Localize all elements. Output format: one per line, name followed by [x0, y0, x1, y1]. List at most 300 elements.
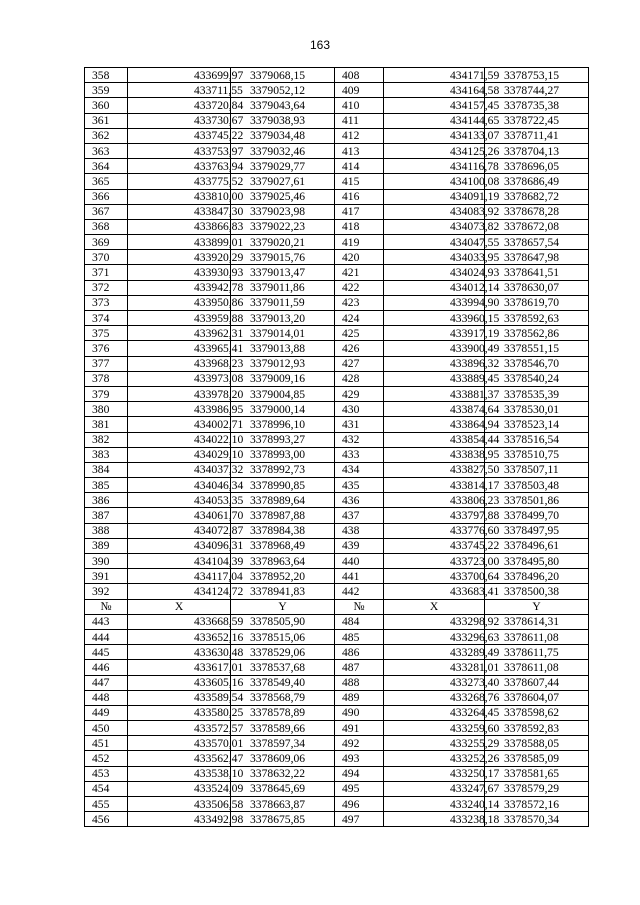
table-row [85, 219, 589, 234]
table-cell: 3378579,29 [485, 781, 589, 796]
table-cell: 433247,67 [384, 781, 485, 796]
table-cell: 433994,90 [384, 295, 485, 310]
column-header: X [384, 599, 485, 614]
table-cell: 434022,10 [128, 432, 231, 447]
table-cell: 3378941,83 [231, 584, 335, 599]
table-cell: 3378597,34 [231, 736, 335, 751]
table-cell: 364 [85, 159, 128, 174]
table-cell: 425 [335, 326, 384, 341]
table-cell: 452 [85, 751, 128, 766]
table-cell: 434073,82 [384, 219, 485, 234]
table-cell: 433730,67 [128, 113, 231, 128]
table-cell: 434125,26 [384, 143, 485, 158]
table-cell: 389 [85, 538, 128, 553]
table-row [85, 326, 589, 341]
table-cell: 3378549,40 [231, 675, 335, 690]
table-cell: 3379012,93 [231, 356, 335, 371]
table-cell: 3379004,85 [231, 386, 335, 401]
table-row [85, 766, 589, 781]
table-cell: 370 [85, 250, 128, 265]
table-cell: 371 [85, 265, 128, 280]
table-cell: 433524,09 [128, 781, 231, 796]
table-cell: 433959,88 [128, 311, 231, 326]
table-cell: 489 [335, 690, 384, 705]
table-cell: 3378682,72 [485, 189, 589, 204]
table-cell: 434072,87 [128, 523, 231, 538]
table-cell: 448 [85, 690, 128, 705]
table-cell: 390 [85, 554, 128, 569]
table-row [85, 265, 589, 280]
table-cell: 3379013,47 [231, 265, 335, 280]
table-cell: 433605,16 [128, 675, 231, 690]
table-cell: 3378647,98 [485, 250, 589, 265]
table-row [85, 402, 589, 417]
table-cell: 3378744,27 [485, 83, 589, 98]
table-cell: 3378551,15 [485, 341, 589, 356]
table-cell: 490 [335, 705, 384, 720]
table-cell: 3378663,87 [231, 797, 335, 812]
table-cell: 433810,00 [128, 189, 231, 204]
table-cell: 453 [85, 766, 128, 781]
table-row [85, 280, 589, 295]
table-cell: 3378611,08 [485, 629, 589, 644]
table-cell: 433797,88 [384, 508, 485, 523]
table-cell: 433763,94 [128, 159, 231, 174]
page-number: 163 [309, 38, 331, 52]
table-cell: 434012,14 [384, 280, 485, 295]
table-row [85, 462, 589, 477]
table-cell: 433668,59 [128, 614, 231, 629]
table-cell: 3378645,69 [231, 781, 335, 796]
table-cell: 434133,07 [384, 128, 485, 143]
table-cell: 433827,50 [384, 462, 485, 477]
table-cell: 414 [335, 159, 384, 174]
table-cell: 416 [335, 189, 384, 204]
table-cell: 363 [85, 143, 128, 158]
table-cell: 3378588,05 [485, 736, 589, 751]
table-cell: 358 [85, 68, 128, 83]
table-cell: 433723,00 [384, 554, 485, 569]
table-cell: 433580,25 [128, 705, 231, 720]
table-cell: 433570,01 [128, 736, 231, 751]
table-cell: 496 [335, 797, 384, 812]
table-cell: 3378672,08 [485, 219, 589, 234]
table-cell: 3379025,46 [231, 189, 335, 204]
column-header: № [85, 599, 128, 614]
table-cell: 3378607,44 [485, 675, 589, 690]
table-cell: 417 [335, 204, 384, 219]
table-cell: 3378529,06 [231, 645, 335, 660]
table-cell: 497 [335, 812, 384, 827]
table-cell: 379 [85, 386, 128, 401]
table-cell: 433268,76 [384, 690, 485, 705]
table-cell: 3379013,20 [231, 311, 335, 326]
table-cell: 433896,32 [384, 356, 485, 371]
table-row [85, 705, 589, 720]
table-row [85, 690, 589, 705]
table-cell: 434144,65 [384, 113, 485, 128]
table-cell: 3378678,28 [485, 204, 589, 219]
table-row [85, 311, 589, 326]
table-cell: 434037,32 [128, 462, 231, 477]
table-row [85, 235, 589, 250]
table-cell: 3378952,20 [231, 569, 335, 584]
table-row [85, 629, 589, 644]
table-cell: 432 [335, 432, 384, 447]
table-cell: 383 [85, 447, 128, 462]
table-cell: 444 [85, 629, 128, 644]
table-cell: 485 [335, 629, 384, 644]
table-cell: 433289,49 [384, 645, 485, 660]
table-row [85, 751, 589, 766]
table-cell: 433252,26 [384, 751, 485, 766]
table-cell: 433711,55 [128, 83, 231, 98]
table-cell: 3378535,39 [485, 386, 589, 401]
table-cell: 433617,01 [128, 660, 231, 675]
table-cell: 3379011,59 [231, 295, 335, 310]
table-cell: 3378503,48 [485, 478, 589, 493]
table-cell: 433700,64 [384, 569, 485, 584]
table-cell: 3378753,15 [485, 68, 589, 83]
table-cell: 454 [85, 781, 128, 796]
table-cell: 433630,48 [128, 645, 231, 660]
table-cell: 3378990,85 [231, 478, 335, 493]
table-cell: 434002,71 [128, 417, 231, 432]
table-cell: 3378987,88 [231, 508, 335, 523]
table-cell: 434083,92 [384, 204, 485, 219]
table-cell: 418 [335, 219, 384, 234]
table-cell: 434157,45 [384, 98, 485, 113]
table-cell: 433960,15 [384, 311, 485, 326]
table-cell: 413 [335, 143, 384, 158]
table-row [85, 721, 589, 736]
table-cell: 362 [85, 128, 128, 143]
table-row [85, 128, 589, 143]
table-cell: 433950,86 [128, 295, 231, 310]
table-cell: 3378572,16 [485, 797, 589, 812]
table-cell: 433296,63 [384, 629, 485, 644]
table-cell: 433255,29 [384, 736, 485, 751]
table-cell: 433572,57 [128, 721, 231, 736]
table-cell: 434124,72 [128, 584, 231, 599]
table-cell: 360 [85, 98, 128, 113]
table-cell: 433250,17 [384, 766, 485, 781]
table-cell: 433986,95 [128, 402, 231, 417]
table-cell: 433962,31 [128, 326, 231, 341]
table-cell: 433 [335, 447, 384, 462]
table-cell: 3378578,89 [231, 705, 335, 720]
table-cell: 3379034,48 [231, 128, 335, 143]
column-header: Y [485, 599, 589, 614]
table-cell: 426 [335, 341, 384, 356]
table-row [85, 569, 589, 584]
table-row [85, 493, 589, 508]
table-cell: 392 [85, 584, 128, 599]
table-cell: 433720,84 [128, 98, 231, 113]
table-row [85, 812, 589, 827]
table-cell: 434046,34 [128, 478, 231, 493]
table-row [85, 432, 589, 447]
table-cell: 3378675,85 [231, 812, 335, 827]
table-cell: 3378993,27 [231, 432, 335, 447]
table-row [85, 68, 589, 83]
table-cell: 433506,58 [128, 797, 231, 812]
table-cell: 3378632,22 [231, 766, 335, 781]
table-cell: 3378562,86 [485, 326, 589, 341]
table-cell: 366 [85, 189, 128, 204]
table-cell: 434096,31 [128, 538, 231, 553]
table-cell: 365 [85, 174, 128, 189]
table-cell: 438 [335, 523, 384, 538]
table-cell: 3379068,15 [231, 68, 335, 83]
table-cell: 488 [335, 675, 384, 690]
table-row [85, 386, 589, 401]
table-cell: 433538,10 [128, 766, 231, 781]
table-cell: 433806,23 [384, 493, 485, 508]
table-cell: 436 [335, 493, 384, 508]
table-cell: 449 [85, 705, 128, 720]
table-cell: 433942,78 [128, 280, 231, 295]
table-cell: 3379022,23 [231, 219, 335, 234]
table-cell: 434033,95 [384, 250, 485, 265]
table-cell: 433864,94 [384, 417, 485, 432]
table-cell: 3378592,83 [485, 721, 589, 736]
table-cell: 3378657,54 [485, 235, 589, 250]
table-row [85, 143, 589, 158]
table-row [85, 341, 589, 356]
table-cell: 433745,22 [384, 538, 485, 553]
table-row [85, 356, 589, 371]
table-cell: 372 [85, 280, 128, 295]
table-cell: 3378611,08 [485, 660, 589, 675]
table-cell: 3379038,93 [231, 113, 335, 128]
table-cell: 421 [335, 265, 384, 280]
table-cell: 441 [335, 569, 384, 584]
table-cell: 3378686,49 [485, 174, 589, 189]
table-cell: 451 [85, 736, 128, 751]
table-row [85, 797, 589, 812]
table-row [85, 614, 589, 629]
table-cell: 3378507,11 [485, 462, 589, 477]
table-row [85, 189, 589, 204]
table-cell: 3378499,70 [485, 508, 589, 523]
table-cell: 3378619,70 [485, 295, 589, 310]
table-cell: 431 [335, 417, 384, 432]
table-cell: 423 [335, 295, 384, 310]
table-cell: 434061,70 [128, 508, 231, 523]
table-cell: 3379009,16 [231, 371, 335, 386]
table-cell: 435 [335, 478, 384, 493]
table-cell: 434091,19 [384, 189, 485, 204]
table-cell: 433298,92 [384, 614, 485, 629]
table-cell: 376 [85, 341, 128, 356]
table-row [85, 83, 589, 98]
table-cell: 3379052,12 [231, 83, 335, 98]
table-cell: 434171,59 [384, 68, 485, 83]
table-cell: 3378696,05 [485, 159, 589, 174]
table-cell: 428 [335, 371, 384, 386]
table-cell: 443 [85, 614, 128, 629]
table-row [85, 675, 589, 690]
table-cell: 433652,16 [128, 629, 231, 644]
table-row [85, 645, 589, 660]
table-cell: 3378968,49 [231, 538, 335, 553]
table-cell: 3378604,07 [485, 690, 589, 705]
table-cell: 434104,39 [128, 554, 231, 569]
table-cell: 456 [85, 812, 128, 827]
table-row [85, 523, 589, 538]
table-cell: 419 [335, 235, 384, 250]
table-header-row [85, 599, 589, 614]
table-cell: 388 [85, 523, 128, 538]
table-cell: 433874,64 [384, 402, 485, 417]
table-cell: 384 [85, 462, 128, 477]
table-cell: 491 [335, 721, 384, 736]
table-cell: 381 [85, 417, 128, 432]
table-cell: 3378704,13 [485, 143, 589, 158]
table-cell: 433814,17 [384, 478, 485, 493]
table-cell: 3378500,38 [485, 584, 589, 599]
table-cell: 439 [335, 538, 384, 553]
table-cell: 434116,78 [384, 159, 485, 174]
table-cell: 450 [85, 721, 128, 736]
table-cell: 3378570,34 [485, 812, 589, 827]
table-cell: 433965,41 [128, 341, 231, 356]
table-cell: 3378501,86 [485, 493, 589, 508]
table-row [85, 781, 589, 796]
table-row [85, 660, 589, 675]
table-cell: 433866,83 [128, 219, 231, 234]
table-cell: 446 [85, 660, 128, 675]
table-row [85, 371, 589, 386]
table-cell: 3378495,80 [485, 554, 589, 569]
table-cell: 386 [85, 493, 128, 508]
table-cell: 380 [85, 402, 128, 417]
table-cell: 408 [335, 68, 384, 83]
table-cell: 3378496,20 [485, 569, 589, 584]
table-cell: 433973,08 [128, 371, 231, 386]
table-cell: 447 [85, 675, 128, 690]
table-cell: 433562,47 [128, 751, 231, 766]
table-cell: 492 [335, 736, 384, 751]
table-cell: 3378722,45 [485, 113, 589, 128]
table-cell: 3378530,01 [485, 402, 589, 417]
table-cell: 434029,10 [128, 447, 231, 462]
table-row [85, 295, 589, 310]
table-cell: 433854,44 [384, 432, 485, 447]
table-cell: 3378546,70 [485, 356, 589, 371]
table-cell: 3379023,98 [231, 204, 335, 219]
table-cell: 3378523,14 [485, 417, 589, 432]
table-row [85, 447, 589, 462]
table-cell: 433699,97 [128, 68, 231, 83]
table-row [85, 538, 589, 553]
column-header: № [335, 599, 384, 614]
table-cell: 3379020,21 [231, 235, 335, 250]
table-row [85, 478, 589, 493]
table-cell: 422 [335, 280, 384, 295]
table-cell: 3378592,63 [485, 311, 589, 326]
table-cell: 3378611,75 [485, 645, 589, 660]
table-cell: 433264,45 [384, 705, 485, 720]
table-row [85, 174, 589, 189]
table-cell: 433847,30 [128, 204, 231, 219]
table-cell: 3378735,38 [485, 98, 589, 113]
table-cell: 486 [335, 645, 384, 660]
table-cell: 433920,29 [128, 250, 231, 265]
table-cell: 433492,98 [128, 812, 231, 827]
table-cell: 433683,41 [384, 584, 485, 599]
table-cell: 433745,22 [128, 128, 231, 143]
table-cell: 410 [335, 98, 384, 113]
table-cell: 3378711,41 [485, 128, 589, 143]
table-cell: 433881,37 [384, 386, 485, 401]
table-cell: 3378984,38 [231, 523, 335, 538]
table-cell: 3378505,90 [231, 614, 335, 629]
table-cell: 3378540,24 [485, 371, 589, 386]
table-cell: 429 [335, 386, 384, 401]
table-cell: 3378496,61 [485, 538, 589, 553]
table-cell: 415 [335, 174, 384, 189]
table-cell: 484 [335, 614, 384, 629]
table-row [85, 204, 589, 219]
table-cell: 455 [85, 797, 128, 812]
table-cell: 445 [85, 645, 128, 660]
table-cell: 434 [335, 462, 384, 477]
table-cell: 411 [335, 113, 384, 128]
table-cell: 430 [335, 402, 384, 417]
table-row [85, 159, 589, 174]
table-cell: 433238,18 [384, 812, 485, 827]
column-header: X [128, 599, 231, 614]
table-cell: 433775,52 [128, 174, 231, 189]
table-cell: 367 [85, 204, 128, 219]
table-cell: 3378963,64 [231, 554, 335, 569]
table-cell: 433900,49 [384, 341, 485, 356]
table-row [85, 584, 589, 599]
table-cell: 3378996,10 [231, 417, 335, 432]
table-cell: 3378581,65 [485, 766, 589, 781]
coordinates-table [84, 67, 589, 827]
table-row [85, 554, 589, 569]
table-cell: 412 [335, 128, 384, 143]
table-cell: 3379011,86 [231, 280, 335, 295]
table-cell: 3378497,95 [485, 523, 589, 538]
table-cell: 3378630,07 [485, 280, 589, 295]
table-cell: 361 [85, 113, 128, 128]
table-cell: 433776,60 [384, 523, 485, 538]
table-cell: 433753,97 [128, 143, 231, 158]
table-cell: 378 [85, 371, 128, 386]
table-cell: 3378589,66 [231, 721, 335, 736]
table-cell: 433899,01 [128, 235, 231, 250]
table-row [85, 508, 589, 523]
table-row [85, 417, 589, 432]
table-cell: 433589,54 [128, 690, 231, 705]
table-cell: 382 [85, 432, 128, 447]
table-cell: 433978,20 [128, 386, 231, 401]
table-cell: 495 [335, 781, 384, 796]
table-cell: 433930,93 [128, 265, 231, 280]
table-row [85, 98, 589, 113]
table-cell: 440 [335, 554, 384, 569]
table-cell: 433838,95 [384, 447, 485, 462]
table-cell: 3379015,76 [231, 250, 335, 265]
table-row [85, 736, 589, 751]
table-cell: 434164,58 [384, 83, 485, 98]
table-cell: 433281,01 [384, 660, 485, 675]
table-cell: 3378515,06 [231, 629, 335, 644]
